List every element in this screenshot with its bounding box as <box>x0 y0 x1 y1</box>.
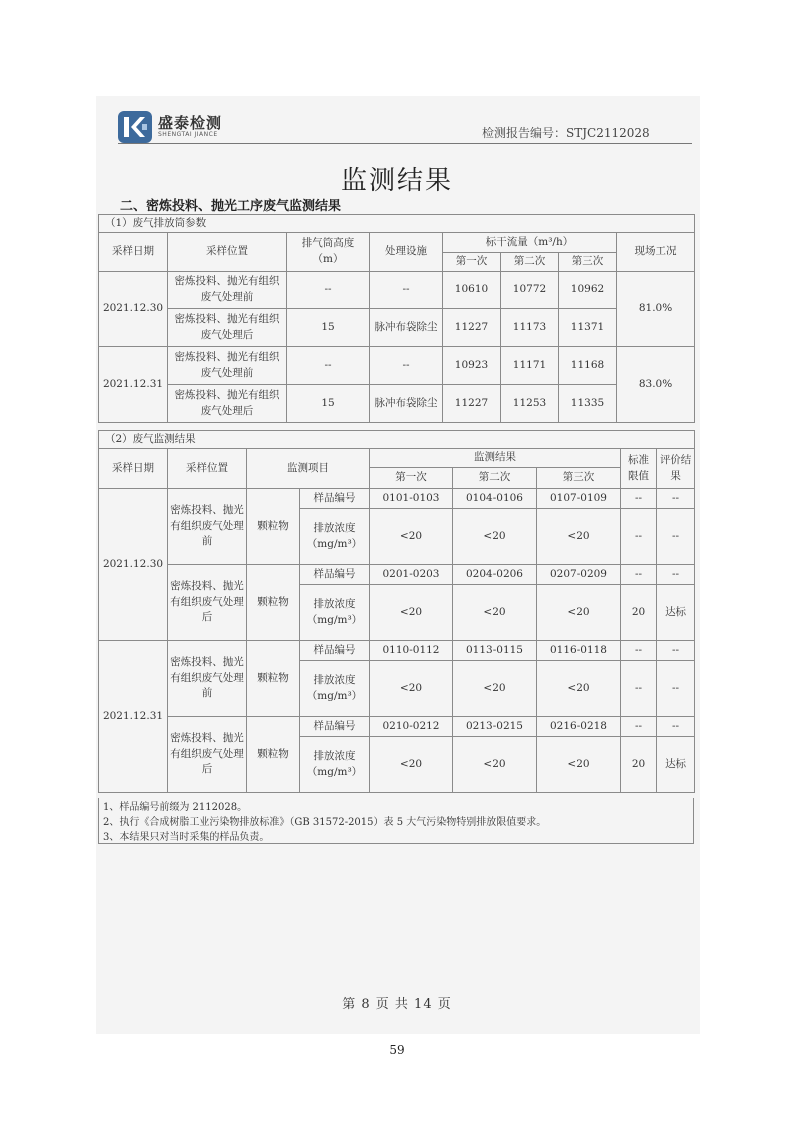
company-logo-icon <box>118 111 152 143</box>
flow-value: 11371 <box>559 309 617 347</box>
sample-id: 0210-0212 <box>370 717 453 737</box>
standard-limit: 20 <box>621 585 657 641</box>
concentration-value: <20 <box>453 737 537 793</box>
sampling-location: 密炼投料、抛光有组织废气处理后 <box>168 717 247 793</box>
sampling-location: 密炼投料、抛光有组织废气处理后 <box>168 309 287 347</box>
sampling-location: 密炼投料、抛光有组织废气处理后 <box>168 385 287 423</box>
evaluation-result: -- <box>657 661 695 717</box>
evaluation-result: 达标 <box>657 585 695 641</box>
page-title: 监测结果 <box>340 166 453 196</box>
pollutant-name: 颗粒物 <box>247 717 300 793</box>
table-caption: （1）废气排放筒参数 <box>99 215 695 233</box>
flow-value: 10962 <box>559 272 617 309</box>
column-header: 监测结果 <box>370 449 621 468</box>
flow-value: 11171 <box>501 347 559 385</box>
concentration-value: <20 <box>537 585 621 641</box>
document-page-number: 59 <box>389 1043 405 1057</box>
section-title: 二、密炼投料、抛光工序废气监测结果 <box>120 199 342 214</box>
column-header: 评价结果 <box>657 449 695 489</box>
emission-results-table <box>98 430 695 793</box>
sampling-location: 密炼投料、抛光有组织废气处理前 <box>168 641 247 717</box>
row-label: 样品编号 <box>300 641 370 661</box>
sample-id: 0104-0106 <box>453 489 537 509</box>
stack-parameters-table <box>98 214 695 423</box>
flow-value: 11253 <box>501 385 559 423</box>
row-label: 排放浓度（mg/m³） <box>300 509 370 565</box>
standard-limit: -- <box>621 489 657 509</box>
concentration-value: <20 <box>537 737 621 793</box>
sampling-location: 密炼投料、抛光有组织废气处理前 <box>168 272 287 309</box>
sample-id: 0107-0109 <box>537 489 621 509</box>
sampling-date: 2021.12.31 <box>99 347 168 423</box>
sample-id: 0204-0206 <box>453 565 537 585</box>
column-header: 第一次 <box>443 253 501 272</box>
stack-height: 15 <box>287 385 370 423</box>
sampling-date: 2021.12.31 <box>99 641 168 793</box>
column-header: 第三次 <box>537 468 621 489</box>
flow-value: 11335 <box>559 385 617 423</box>
note-line: 1、样品编号前缀为 2112028。 <box>103 802 248 813</box>
sampling-location: 密炼投料、抛光有组织废气处理前 <box>168 489 247 565</box>
concentration-value: <20 <box>537 509 621 565</box>
concentration-value: <20 <box>370 509 453 565</box>
column-header: 第三次 <box>559 253 617 272</box>
brand-name: 盛泰检测 <box>158 114 223 132</box>
treatment-facility: 脉冲布袋除尘 <box>370 309 443 347</box>
header-divider <box>118 143 692 144</box>
standard-limit: 20 <box>621 737 657 793</box>
flow-value: 11168 <box>559 347 617 385</box>
note-line: 2、执行《合成树脂工业污染物排放标准》（GB 31572-2015）表 5 大气污染物特别排放限值要求。 <box>103 817 547 828</box>
standard-limit: -- <box>621 641 657 661</box>
column-header: 采样日期 <box>99 233 168 272</box>
flow-value: 11173 <box>501 309 559 347</box>
evaluation-result: 达标 <box>657 737 695 793</box>
treatment-facility: 脉冲布袋除尘 <box>370 385 443 423</box>
column-header: 处理设施 <box>370 233 443 272</box>
standard-limit: -- <box>621 565 657 585</box>
row-label: 样品编号 <box>300 717 370 737</box>
brand-name-en: SHENGTAI JIANCE <box>158 131 218 138</box>
concentration-value: <20 <box>453 585 537 641</box>
operating-condition: 81.0% <box>617 272 695 347</box>
operating-condition: 83.0% <box>617 347 695 423</box>
standard-limit: -- <box>621 661 657 717</box>
column-header: 标干流量（m³/h） <box>443 233 617 253</box>
treatment-facility: -- <box>370 272 443 309</box>
standard-limit: -- <box>621 509 657 565</box>
stack-height: -- <box>287 272 370 309</box>
pollutant-name: 颗粒物 <box>247 641 300 717</box>
stack-height: -- <box>287 347 370 385</box>
row-label: 排放浓度（mg/m³） <box>300 585 370 641</box>
sample-id: 0113-0115 <box>453 641 537 661</box>
column-header: 采样位置 <box>168 449 247 489</box>
sampling-date: 2021.12.30 <box>99 489 168 641</box>
concentration-value: <20 <box>370 585 453 641</box>
evaluation-result: -- <box>657 717 695 737</box>
evaluation-result: -- <box>657 489 695 509</box>
sample-id: 0213-0215 <box>453 717 537 737</box>
report-number: 检测报告编号：STJC2112028 <box>482 126 650 140</box>
sample-id: 0116-0118 <box>537 641 621 661</box>
flow-value: 10923 <box>443 347 501 385</box>
evaluation-result: -- <box>657 565 695 585</box>
pollutant-name: 颗粒物 <box>247 489 300 565</box>
sample-id: 0207-0209 <box>537 565 621 585</box>
row-label: 样品编号 <box>300 565 370 585</box>
concentration-value: <20 <box>370 737 453 793</box>
flow-value: 10610 <box>443 272 501 309</box>
sample-id: 0216-0218 <box>537 717 621 737</box>
flow-value: 11227 <box>443 385 501 423</box>
pollutant-name: 颗粒物 <box>247 565 300 641</box>
column-header: 标准限值 <box>621 449 657 489</box>
standard-limit: -- <box>621 717 657 737</box>
concentration-value: <20 <box>453 661 537 717</box>
concentration-value: <20 <box>370 661 453 717</box>
row-label: 排放浓度（mg/m³） <box>300 737 370 793</box>
sampling-date: 2021.12.30 <box>99 272 168 347</box>
sample-id: 0101-0103 <box>370 489 453 509</box>
concentration-value: <20 <box>537 661 621 717</box>
column-header: 第二次 <box>501 253 559 272</box>
table-caption: （2）废气监测结果 <box>99 431 695 449</box>
row-label: 排放浓度（mg/m³） <box>300 661 370 717</box>
flow-value: 11227 <box>443 309 501 347</box>
concentration-value: <20 <box>453 509 537 565</box>
sample-id: 0201-0203 <box>370 565 453 585</box>
column-header: 采样位置 <box>168 233 287 272</box>
column-header: 监测项目 <box>247 449 370 489</box>
column-header: 现场工况 <box>617 233 695 272</box>
page-indicator: 第 8 页 共 14 页 <box>342 997 452 1012</box>
note-line: 3、本结果只对当时采集的样品负责。 <box>103 832 270 843</box>
sampling-location: 密炼投料、抛光有组织废气处理后 <box>168 565 247 641</box>
treatment-facility: -- <box>370 347 443 385</box>
evaluation-result: -- <box>657 509 695 565</box>
sample-id: 0110-0112 <box>370 641 453 661</box>
sampling-location: 密炼投料、抛光有组织废气处理前 <box>168 347 287 385</box>
evaluation-result: -- <box>657 641 695 661</box>
table-notes <box>98 798 694 844</box>
flow-value: 10772 <box>501 272 559 309</box>
column-header: 第一次 <box>370 468 453 489</box>
column-header: 第二次 <box>453 468 537 489</box>
column-header: 采样日期 <box>99 449 168 489</box>
column-header: 排气筒高度（m） <box>287 233 370 272</box>
stack-height: 15 <box>287 309 370 347</box>
row-label: 样品编号 <box>300 489 370 509</box>
